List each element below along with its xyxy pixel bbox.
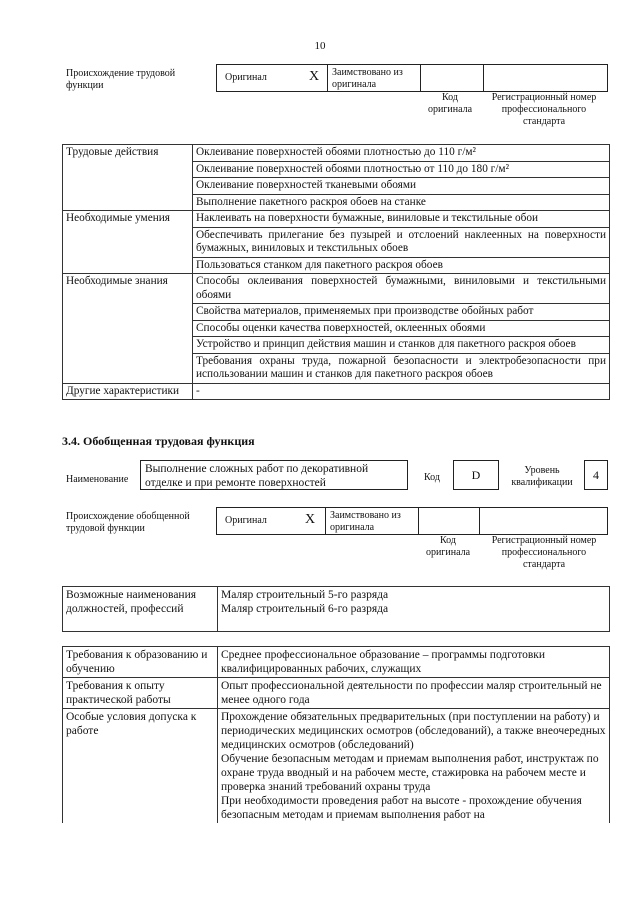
positions-table (62, 586, 610, 632)
row-header: Требования к образованию и обучению (63, 647, 218, 678)
req-paragraph: Прохождение обязательных предварительных (при поступлении на работу) и периодических медицинских осмотров (обследований), а также внеочередных медицинских осмотров (обследований) (221, 711, 606, 751)
row-header: Другие характеристики (63, 383, 193, 400)
requirements-table (62, 646, 610, 823)
table-cell: Устройство и принцип действия машин и станков для пакетного раскроя обоев (193, 337, 610, 354)
origin-borrowed-cell (328, 65, 421, 91)
origin2-borrowed-cell (326, 508, 419, 534)
table-cell: Требования охраны труда, пожарной безопасности и электробезопасности при использовании машин и станков для пакетного раскроя обоев (193, 353, 610, 383)
gf-name-value: Выполнение сложных работ по декоративной отделке и при ремонте поверхностей (140, 460, 408, 490)
table-cell: Наклеивать на поверхности бумажные, виниловые и текстильные обои (193, 211, 610, 228)
table-cell: Оклеивание поверхностей обоями плотностью от 110 до 180 г/м² (193, 161, 610, 178)
gf-code-value: D (453, 460, 499, 490)
origin2-original-cell (217, 508, 326, 534)
origin-mark: X (309, 69, 320, 84)
table-cell: - (193, 383, 610, 400)
reg2-caption: Регистрационный номер профессионального стандарта (491, 535, 597, 570)
gf-name-label: Наименование (66, 474, 129, 485)
req-paragraph: Обучение безопасным методам и приемам выполнения работ, инструктаж по охране труда вводный и на рабочем месте, стажировка на рабочем месте и проверка знаний требований охраны труда (221, 753, 599, 793)
table-row (63, 383, 610, 400)
gf-level-value: 4 (584, 460, 608, 490)
origin2-label: Происхождение обобщенной трудовой функции (66, 511, 190, 534)
origin-label: Происхождение трудовой функции (66, 68, 176, 91)
table-cell: Пользоваться станком для пакетного раскроя обоев (193, 257, 610, 274)
table-cell: Свойства материалов, применяемых при производстве обойных работ (193, 304, 610, 321)
origin2-borrowed-label: Заимствовано из оригинала (330, 510, 401, 533)
position-item: Маляр строительный 5-го разряда (221, 589, 389, 601)
row-header: Необходимые умения (63, 211, 193, 274)
reg-caption: Регистрационный номер профессионального стандарта (491, 92, 597, 127)
row-header: Требования к опыту практической работы (63, 678, 218, 709)
row-header: Возможные наименования должностей, профессий (63, 587, 218, 632)
table-cell: Опыт профессиональной деятельности по профессии маляр строительный не менее одного года (218, 678, 610, 709)
code2-caption: Код оригинала (425, 535, 471, 558)
table-row (63, 274, 610, 304)
gf-code-label: Код (424, 472, 440, 483)
table-cell: Способы оклеивания поверхностей бумажными, виниловыми и текстильными обоями (193, 274, 610, 304)
page-number: 10 (314, 40, 326, 52)
req-paragraph: При необходимости проведения работ на высоте - прохождение обучения безопасным методам и приемам выполнения работ на (221, 795, 582, 821)
table-row (63, 587, 610, 632)
table-cell: Способы оценки качества поверхностей, оклеенных обоями (193, 320, 610, 337)
table-cell (218, 709, 610, 824)
origin2-code-cell (419, 508, 480, 534)
row-header: Необходимые знания (63, 274, 193, 384)
origin2-reg-cell (480, 508, 607, 534)
origin-code-cell (421, 65, 484, 91)
table-cell (218, 587, 610, 632)
row-header: Особые условия допуска к работе (63, 709, 218, 824)
table-cell: Среднее профессиональное образование – программы подготовки квалифицированных рабочих, служащих (218, 647, 610, 678)
gf-level-label: Уровень квалификации (511, 465, 573, 488)
table-row (63, 211, 610, 228)
origin2-mark: X (305, 512, 316, 527)
table-row (63, 145, 610, 162)
position-item: Маляр строительный 6-го разряда (221, 603, 389, 615)
table-row (63, 709, 610, 824)
table-cell: Оклеивание поверхностей тканевыми обоями (193, 178, 610, 195)
labor-functions-table (62, 144, 610, 400)
origin-reg-cell (484, 65, 607, 91)
origin-borrowed-label: Заимствовано из оригинала (332, 67, 403, 90)
table-cell: Выполнение пакетного раскроя обоев на станке (193, 194, 610, 211)
table-row (63, 678, 610, 709)
row-header: Трудовые действия (63, 145, 193, 211)
origin2-box (216, 507, 608, 535)
table-row (63, 647, 610, 678)
origin-original-cell (217, 65, 328, 91)
origin-box (216, 64, 608, 92)
code-caption: Код оригинала (427, 92, 473, 115)
table-cell: Оклеивание поверхностей обоями плотностью до 110 г/м² (193, 145, 610, 162)
table-cell: Обеспечивать прилегание без пузырей и отслоений наклеенных на поверхности бумажных, виниловых и текстильных обоев (193, 227, 610, 257)
origin2-original-label: Оригинал (225, 515, 267, 526)
section-title: 3.4. Обобщенная трудовая функция (62, 434, 255, 448)
origin-original-label: Оригинал (225, 72, 267, 83)
